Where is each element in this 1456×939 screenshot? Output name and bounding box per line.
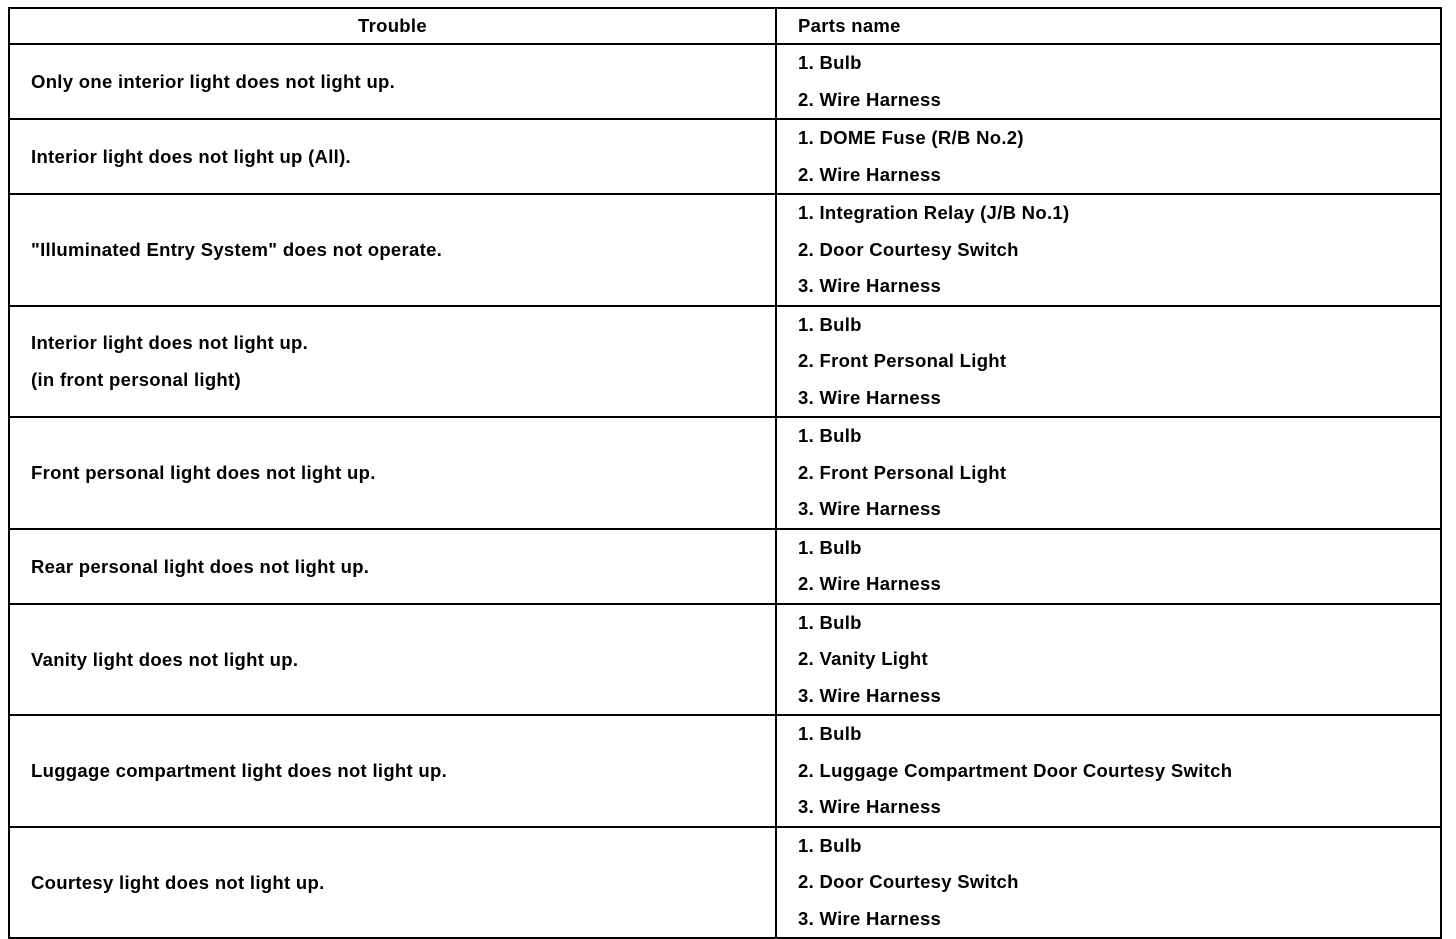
trouble-cell: [9, 306, 776, 418]
trouble-text: Vanity light does not light up.: [31, 648, 299, 670]
trouble-text: Front personal light does not light up.: [31, 462, 376, 484]
part-item: 2. Luggage Compartment Door Courtesy Switch: [798, 759, 1233, 781]
troubleshooting-table: [8, 7, 1442, 939]
table-row: [9, 529, 1441, 604]
part-item: 3. Wire Harness: [798, 498, 942, 519]
trouble-cell: [9, 529, 776, 604]
trouble-text: (in front personal light): [31, 369, 241, 391]
part-item: 3. Wire Harness: [798, 907, 942, 929]
trouble-text: Luggage compartment light does not light up.: [31, 760, 448, 782]
part-item: 3. Wire Harness: [798, 684, 942, 706]
trouble-cell: [9, 604, 776, 716]
part-item: 2. Front Personal Light: [798, 461, 1007, 483]
parts-cell: [776, 194, 1441, 306]
part-item: 3. Wire Harness: [798, 275, 942, 296]
trouble-text: Rear personal light does not light up.: [31, 555, 370, 577]
parts-cell: [776, 44, 1441, 119]
table-row: [9, 604, 1441, 716]
part-item: 3. Wire Harness: [798, 796, 942, 817]
part-item: 2. Door Courtesy Switch: [798, 238, 1019, 260]
table-row: [9, 417, 1441, 529]
part-item: 1. Bulb: [798, 723, 862, 744]
part-item: 1. Bulb: [798, 52, 862, 73]
trouble-column-header: Trouble: [9, 8, 776, 44]
part-item: 1. Bulb: [798, 611, 862, 633]
part-item: 1. Bulb: [798, 536, 862, 558]
trouble-cell: [9, 119, 776, 194]
part-item: 1. Bulb: [798, 313, 862, 335]
part-item: 2. Vanity Light: [798, 648, 928, 669]
header-row: [9, 8, 1441, 44]
trouble-cell: [9, 715, 776, 827]
trouble-text: "Illuminated Entry System" does not operate.: [31, 239, 443, 261]
table-row: [9, 306, 1441, 418]
parts-cell: [776, 417, 1441, 529]
trouble-cell: [9, 417, 776, 529]
part-item: 2. Wire Harness: [798, 163, 942, 185]
parts-cell: [776, 529, 1441, 604]
table-row: [9, 194, 1441, 306]
trouble-text: Only one interior light does not light up.: [31, 71, 396, 92]
table-row: [9, 44, 1441, 119]
trouble-text: Interior light does not light up.: [31, 332, 309, 354]
table-row: [9, 827, 1441, 939]
part-item: 1. DOME Fuse (R/B No.2): [798, 127, 1024, 148]
trouble-text: Courtesy light does not light up.: [31, 871, 325, 893]
trouble-cell: [9, 44, 776, 119]
parts-cell: [776, 306, 1441, 418]
part-item: 3. Wire Harness: [798, 386, 942, 408]
part-item: 2. Door Courtesy Switch: [798, 871, 1019, 892]
part-item: 2. Wire Harness: [798, 88, 942, 110]
table-row: [9, 715, 1441, 827]
part-item: 1. Bulb: [798, 834, 862, 856]
parts-cell: [776, 604, 1441, 716]
trouble-cell: [9, 827, 776, 939]
part-item: 1. Bulb: [798, 425, 862, 446]
part-item: 2. Wire Harness: [798, 573, 942, 594]
parts-cell: [776, 715, 1441, 827]
trouble-text: Interior light does not light up (All).: [31, 146, 351, 167]
table-row: [9, 119, 1441, 194]
trouble-cell: [9, 194, 776, 306]
part-item: 2. Front Personal Light: [798, 350, 1007, 371]
parts-cell: [776, 119, 1441, 194]
parts-column-header: Parts name: [776, 8, 1441, 44]
parts-cell: [776, 827, 1441, 939]
part-item: 1. Integration Relay (J/B No.1): [798, 202, 1070, 223]
table-body: [9, 44, 1441, 938]
